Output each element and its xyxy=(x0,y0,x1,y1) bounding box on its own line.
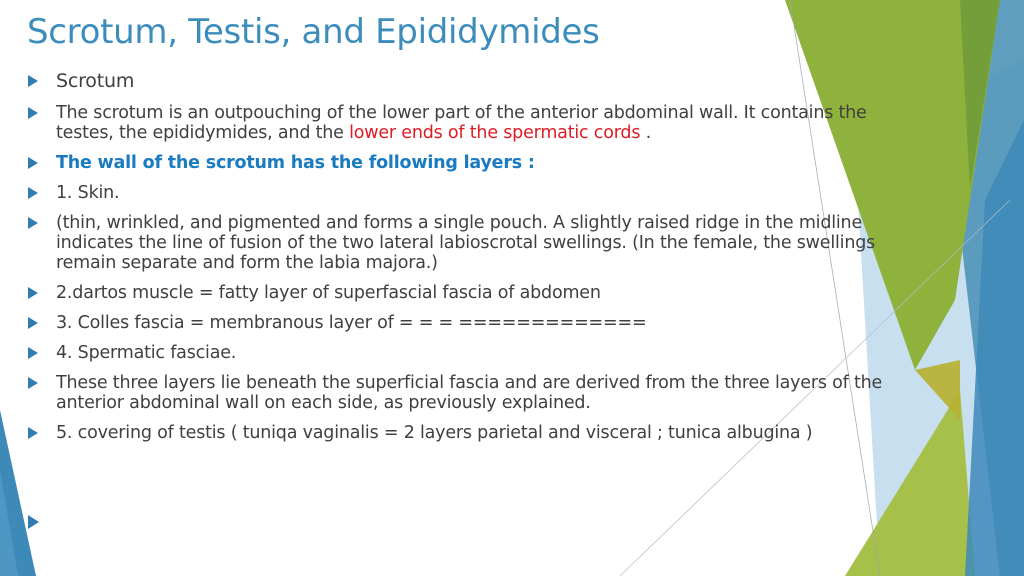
text-segment: The scrotum is an outpouching of the lower part of the anterior abdominal wall. It contains the testes, the epididymides, and the xyxy=(56,103,867,143)
bullet-text-blue: The wall of the scrotum has the following layers : xyxy=(56,153,535,173)
bullet-text: Scrotum xyxy=(56,70,135,92)
bullet-arrow-icon xyxy=(28,347,38,359)
bullet-arrow-icon xyxy=(28,217,38,229)
highlight-red-text: lower ends of the spermatic cords xyxy=(349,123,641,143)
bullet-text: 5. covering of testis ( tuniqa vaginalis = 2 layers parietal and visceral ; tunica albugina ) xyxy=(56,423,813,443)
bullet-text: (thin, wrinkled, and pigmented and forms a single pouch. A slightly raised ridge in the midline indicates the line of fusion of the two lateral labioscrotal swellings. (In the female, the swellings remain separate and form the labia majora.) xyxy=(56,213,876,273)
empty-bullet-arrow-icon xyxy=(28,515,39,529)
bullet-text: 4. Spermatic fasciae. xyxy=(56,343,237,363)
bullet-text: These three layers lie beneath the superficial fascia and are derived from the three layers of the anterior abdominal wall on each side, as previously explained. xyxy=(56,373,883,413)
bullet-arrow-icon xyxy=(28,107,38,119)
bullet-arrow-icon xyxy=(28,377,38,389)
bullet-arrow-icon xyxy=(28,157,38,169)
text-segment: . xyxy=(640,123,651,143)
bullet-text: 1. Skin. xyxy=(56,183,120,203)
bullet-text xyxy=(56,103,956,143)
bullet-arrow-icon xyxy=(28,317,38,329)
slide-title: Scrotum, Testis, and Epididymides xyxy=(27,12,600,52)
bullet-text: 3. Colles fascia = membranous layer of = = = ============= xyxy=(56,313,647,333)
bullet-arrow-icon xyxy=(28,187,38,199)
bullet-arrow-icon xyxy=(28,287,38,299)
bullet-arrow-icon xyxy=(28,427,38,439)
bullet-arrow-icon xyxy=(28,75,38,87)
bullet-text: 2.dartos muscle = fatty layer of superfascial fascia of abdomen xyxy=(56,283,601,303)
